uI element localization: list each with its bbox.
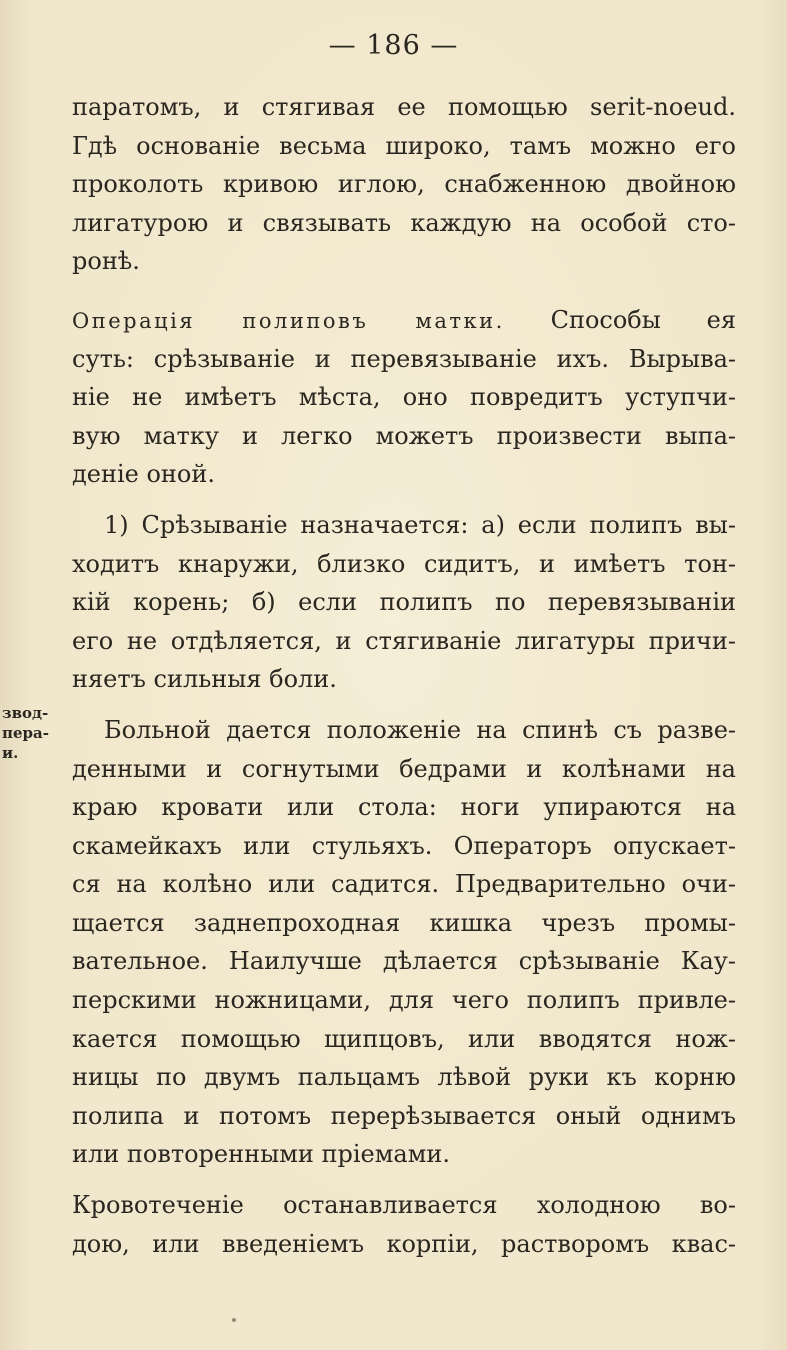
text-line: полипа и потомъ перерѣзывается оный однимъ [72,1101,736,1130]
text-line: скамейкахъ или стульяхъ. Операторъ опускает- [72,831,736,860]
text-line: деніе оной. [72,460,216,489]
text-line: кій корень; б) если полипъ по перевязываніи [72,588,736,617]
text-line [72,301,736,340]
paragraph-gap [72,699,736,711]
ink-speck [232,1318,236,1322]
text-line: 1) Срѣзываніе назначается: а) если полипъ вы- [104,510,736,539]
paragraph-gap [72,1174,736,1186]
text-line: паратомъ, и стягивая ее помощью serit-noeud. [72,93,736,121]
text-line: краю кровати или стола: ноги упираются на [72,793,736,822]
text-line: перскими ножницами, для чего полипъ привле- [72,986,736,1015]
margin-note-line: звод- [2,704,49,722]
text-line: ся на колѣно или садится. Предварительно очи- [72,870,736,899]
text-line: ходитъ кнаружи, близко сидитъ, и имѣетъ тон- [72,549,736,578]
paragraph [72,1186,736,1263]
page-number: — 186 — [328,30,459,61]
text-line: Гдѣ основаніе весьма широко, тамъ можно его [72,131,736,160]
section-heading: Операція полиповъ матки. [72,308,505,333]
paragraph [72,506,736,699]
text-line: денными и согнутыми бедрами и колѣнами на [72,754,736,783]
text-line: вательное. Наилучше дѣлается срѣзываніе Кау- [72,947,736,976]
margin-note-line: пера- [2,724,49,742]
text-line: Больной дается положеніе на спинѣ съ разве- [104,715,736,744]
margin-note [2,703,66,763]
text-line: кается помощью щипцовъ, или вводятся нож- [72,1024,736,1053]
text-line: ницы по двумъ пальцамъ лѣвой руки къ корню [72,1063,736,1092]
paragraph [72,711,736,1174]
paragraph-gap [72,494,736,506]
margin-note-line: и. [2,744,19,762]
text-line: няетъ сильныя боли. [72,665,337,694]
text-line: Кровотеченіе останавливается холодною во- [72,1191,736,1220]
text-line: лигатурою и связывать каждую на особой сто- [72,208,736,237]
text-line: щается заднепроходная кишка чрезъ промы- [72,908,736,937]
paragraph-gap [72,281,736,301]
text-line: проколоть кривою иглою, снабженною двойною [72,170,736,199]
text-line: суть: срѣзываніе и перевязываніе ихъ. Вырыва- [72,344,736,373]
text-line: или повторенными пріемами. [72,1140,451,1169]
text-fragment: Способы ея [550,305,736,334]
body-text [72,88,736,1263]
text-line: дою, или введеніемъ корпіи, растворомъ квас- [72,1229,736,1258]
text-line: ніе не имѣетъ мѣста, оно повредитъ уступчи- [72,383,736,412]
text-line: ронѣ. [72,247,140,276]
paragraph [72,88,736,281]
text-line: его не отдѣляется, и стягиваніе лигатуры причи- [72,626,736,655]
paragraph [72,301,736,494]
text-line: вую матку и легко можетъ произвести выпа- [72,421,736,450]
